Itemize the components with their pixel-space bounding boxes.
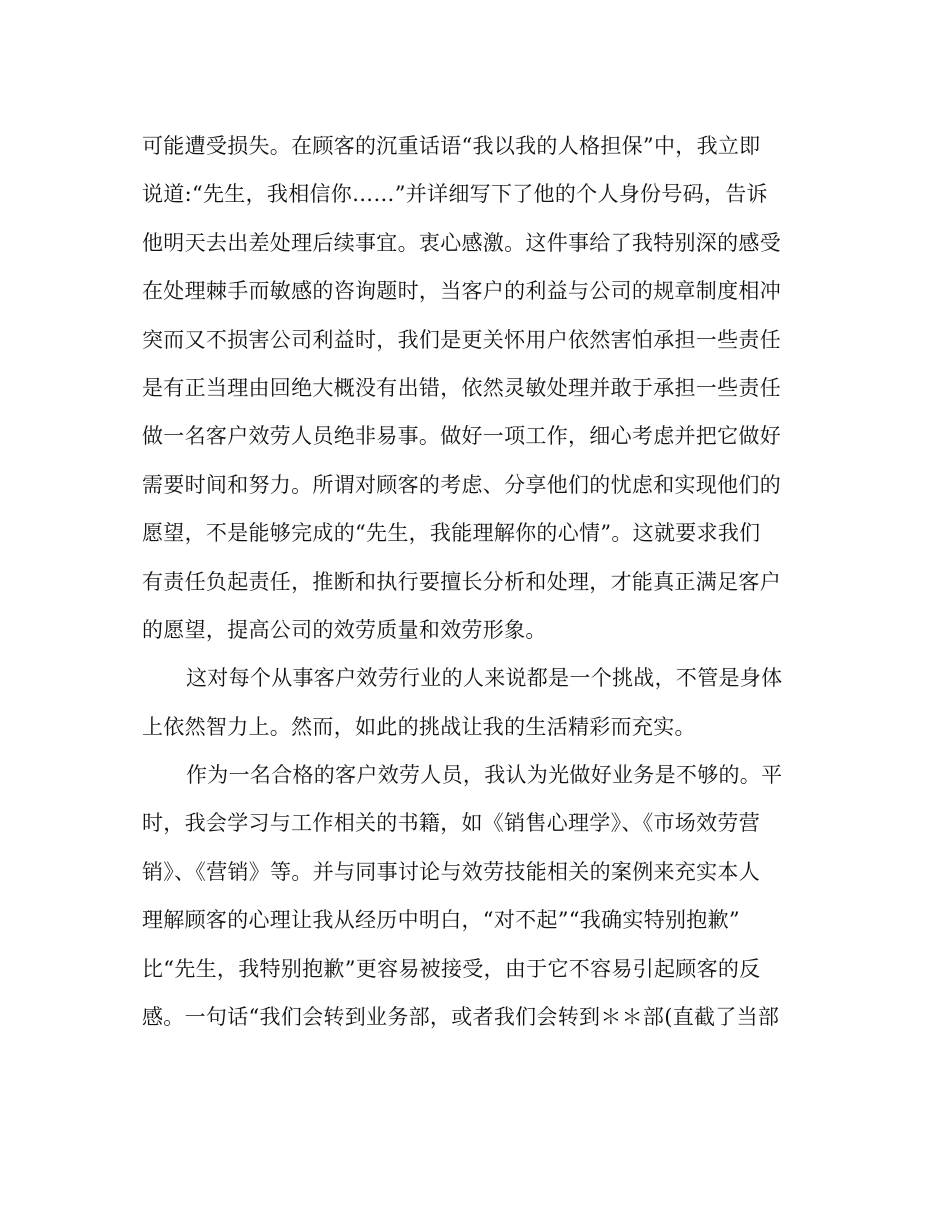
- text-line: 感。一句话“我们会转到业务部，或者我们会转到＊＊部(直截了当部: [142, 1005, 780, 1030]
- text-line: 上依然智力上。然而，如此的挑战让我的生活精彩而充实。: [142, 714, 696, 739]
- body-text: [142, 122, 810, 1041]
- text-line: 突而又不损害公司利益时，我们是更关怀用户依然害怕承担一些责任: [142, 327, 781, 352]
- paragraph-start-line: 作为一名合格的客户效劳人员，我认为光做好业务是不够的。平: [186, 763, 783, 788]
- text-line: 在处理棘手而敏感的咨询题时，当客户的利益与公司的规章制度相冲: [142, 279, 781, 304]
- text-line: 做一名客户效劳人员绝非易事。做好一项工作，细心考虑并把它做好: [142, 424, 781, 449]
- text-line: 愿望，不是能够完成的“先生，我能理解你的心情”。这就要求我们: [142, 521, 761, 546]
- text-line: 他明天去出差处理后续事宜。衷心感激。这件事给了我特别深的感受: [142, 230, 781, 255]
- text-line: 说道:“先生，我相信你……”并详细写下了他的个人身份号码，告诉: [142, 182, 768, 207]
- text-line: 有责任负起责任，推断和执行要擅长分析和处理，才能真正满足客户: [142, 569, 781, 594]
- text-line: 销》、《营销》等。并与同事讨论与效劳技能相关的案例来充实本人: [142, 859, 760, 884]
- text-line: 比“先生，我特别抱歉”更容易被接受，由于它不容易引起顾客的反: [142, 956, 761, 981]
- text-line: 的愿望，提高公司的效劳质量和效劳形象。: [142, 617, 547, 642]
- text-line: 需要时间和努力。所谓对顾客的考虑、分享他们的忧虑和实现他们的: [142, 472, 781, 497]
- text-line: 时，我会学习与工作相关的书籍，如《销售心理学》、《市场效劳营: [142, 811, 760, 836]
- text-line: 可能遭受损失。在顾客的沉重话语“我以我的人格担保”中，我立即: [142, 134, 761, 158]
- text-line: 理解顾客的心理让我从经历中明白，“对不起”“我确实特别抱歉”: [142, 908, 740, 933]
- text-line: 是有正当理由回绝大概没有出错，依然灵敏处理并敢于承担一些责任: [142, 375, 781, 400]
- paragraph-start-line: 这对每个从事客户效劳行业的人来说都是一个挑战，不管是身体: [186, 666, 783, 691]
